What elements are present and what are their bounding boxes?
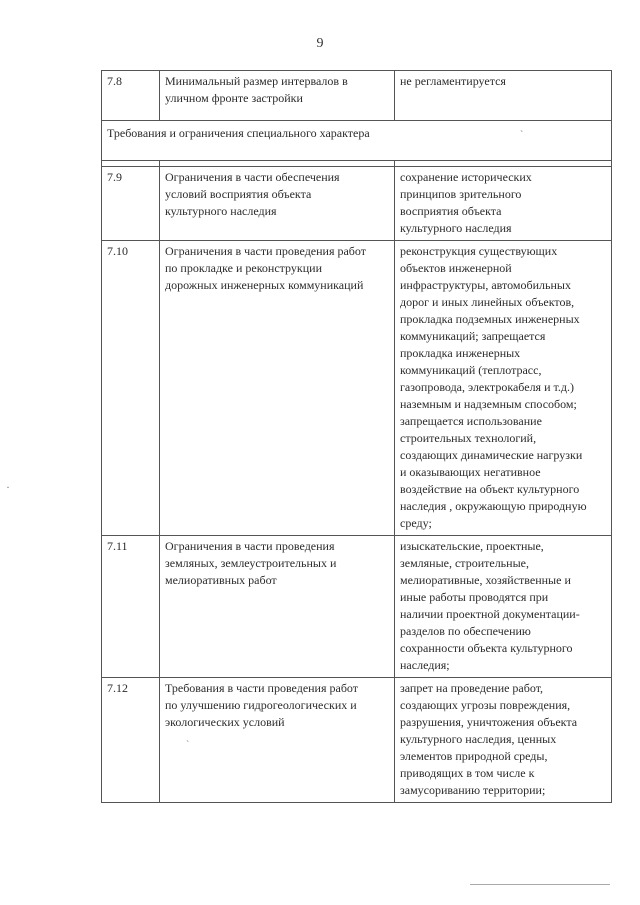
row-parameter: Ограничения в части проведения земляных, землеустроительных и мелиоративных работ (160, 536, 395, 678)
row-number: 7.12 (102, 678, 160, 803)
scan-speck: ` (520, 130, 524, 141)
table-row (102, 678, 612, 803)
table-row (102, 71, 612, 121)
row-number: 7.9 (102, 167, 160, 241)
scan-speck: · (6, 480, 10, 494)
row-number: 7.8 (102, 71, 160, 121)
row-value: не регламентируется (395, 71, 612, 121)
scan-speck: ` (186, 740, 190, 751)
table-row (102, 241, 612, 536)
section-row (102, 121, 612, 161)
table-row (102, 167, 612, 241)
row-parameter: Минимальный размер интервалов в уличном фронте застройки (160, 71, 395, 121)
row-value: реконструкция существующих объектов инженерной инфраструктуры, автомобильных дорог и иных линейных объектов, прокладка подземных инженерных коммуникаций; запрещается прокладка инженерных коммуникаций (теплотрасс, газопровода, электрокабеля и т.д.) наземным и надземным способом; запрещается использование строительных технологий, создающих динамические нагрузки и оказывающих негативное воздействие на объект культурного наследия , окружающую природную среду; (395, 241, 612, 536)
row-parameter: Требования в части проведения работ по улучшению гидрогеологических и экологических условий (160, 678, 395, 803)
row-value: сохранение исторических принципов зрительного восприятия объекта культурного наследия (395, 167, 612, 241)
row-parameter: Ограничения в части проведения работ по прокладке и реконструкции дорожных инженерных коммуникаций (160, 241, 395, 536)
row-parameter: Ограничения в части обеспечения условий восприятия объекта культурного наследия (160, 167, 395, 241)
row-value: запрет на проведение работ, создающих угрозы повреждения, разрушения, уничтожения объекта культурного наследия, ценных элементов природной среды, приводящих в том числе к замусориванию территории; (395, 678, 612, 803)
page-number: 9 (316, 36, 324, 51)
row-number: 7.10 (102, 241, 160, 536)
section-heading: Требования и ограничения специального характера (102, 121, 612, 161)
regulations-table (101, 70, 612, 803)
scan-edge-line (470, 884, 610, 885)
table-row (102, 536, 612, 678)
row-value: изыскательские, проектные, земляные, строительные, мелиоративные, хозяйственные и иные работы проводятся при наличии проектной документации- разделов по обеспечению сохранности объекта культурного наследия; (395, 536, 612, 678)
row-number: 7.11 (102, 536, 160, 678)
